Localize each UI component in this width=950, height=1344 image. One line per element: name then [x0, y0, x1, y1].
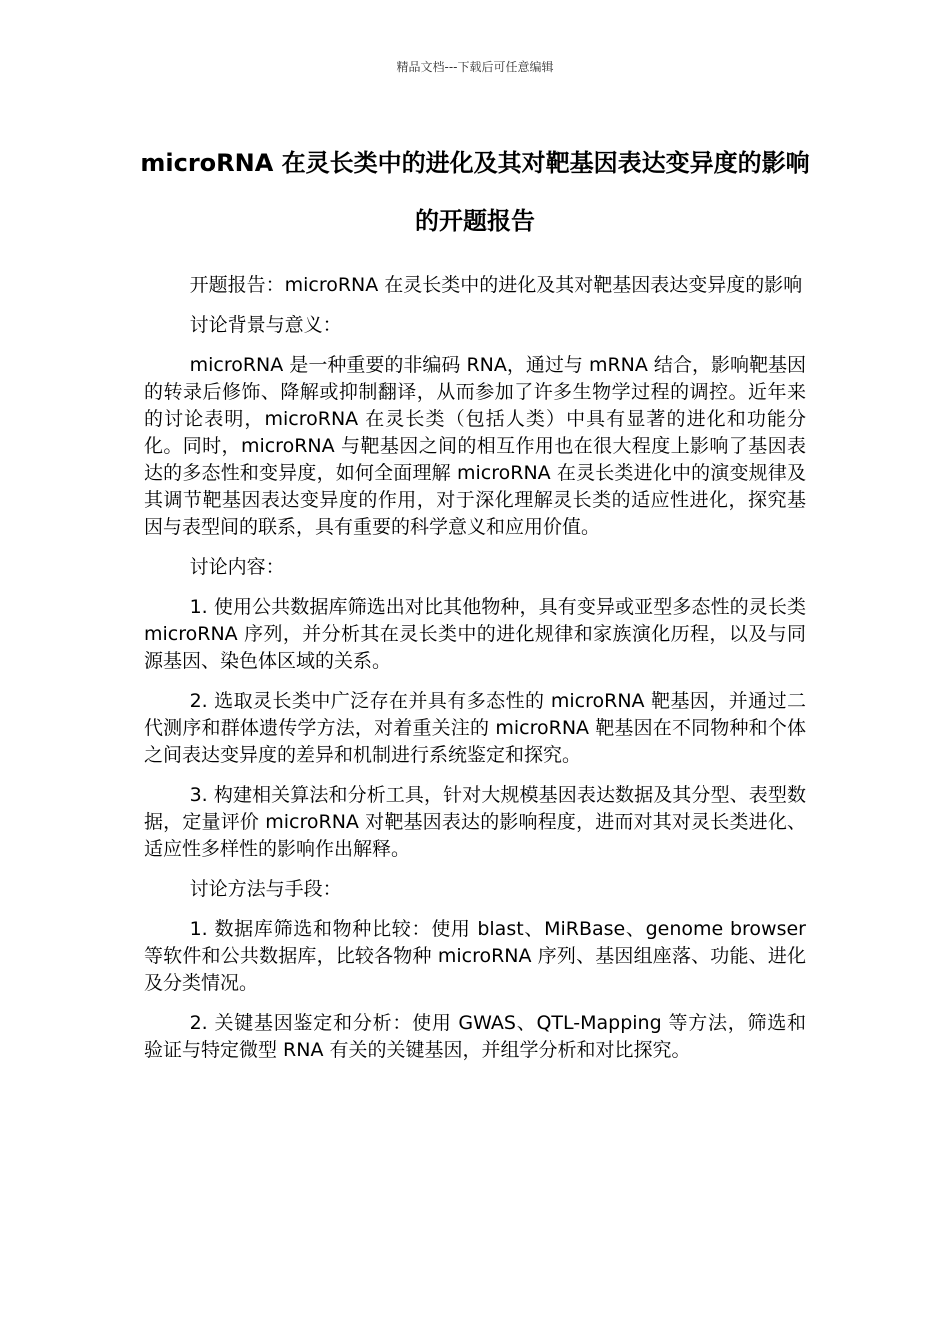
document-title: microRNA 在灵长类中的进化及其对靶基因表达变异度的影响的开题报告 [140, 149, 810, 235]
paragraph-report-topic: 开题报告：microRNA 在灵长类中的进化及其对靶基因表达变异度的影响 [189, 274, 803, 296]
section-heading-content: 讨论内容： [189, 556, 285, 578]
paragraph-content-item-2: 2. 选取灵长类中广泛存在并具有多态性的 microRNA 靶基因，并通过二代测序和群体遗传学方法，对着重关注的 microRNA 靶基因在不同物种和个体之间表达变异度的差异和机制进行系统鉴定和探究。 [144, 690, 806, 766]
paragraph-background: microRNA 是一种重要的非编码 RNA，通过与 mRNA 结合，影响靶基因的转录后修饰、降解或抑制翻译，从而参加了许多生物学过程的调控。近年来的讨论表明，microRNA 在灵长类（包括人类）中具有显著的进化和功能分化。同时，microRNA 与靶基因之间的相互作用也在很大程度上影响了基因表达的多态性和变异度，如何全面理解 microRNA 在灵长类进化中的演变规律及其调节靶基因表达变异度的作用，对于深化理解灵长类的适应性进化，探究基因与表型间的联系，具有重要的科学意义和应用价值。 [144, 354, 806, 538]
section-heading-background: 讨论背景与意义： [189, 314, 342, 336]
paragraph-content-item-1: 1. 使用公共数据库筛选出对比其他物种，具有变异或亚型多态性的灵长类 microRNA 序列，并分析其在灵长类中的进化规律和家族演化历程，以及与同源基因、染色体区域的关系。 [144, 596, 806, 672]
paragraph-content-item-3: 3. 构建相关算法和分析工具，针对大规模基因表达数据及其分型、表型数据，定量评价 microRNA 对靶基因表达的影响程度，进而对其对灵长类进化、适应性多样性的影响作出解释。 [144, 784, 806, 860]
section-heading-methods: 讨论方法与手段： [189, 878, 342, 900]
paragraph-method-item-1: 1. 数据库筛选和物种比较：使用 blast、MiRBase、genome browser 等软件和公共数据库，比较各物种 microRNA 序列、基因组座落、功能、进化及分类情况。 [144, 918, 806, 994]
paragraph-method-item-2: 2. 关键基因鉴定和分析：使用 GWAS、QTL-Mapping 等方法，筛选和验证与特定微型 RNA 有关的关键基因，并组学分析和对比探究。 [144, 1012, 806, 1061]
document-body [144, 272, 806, 1077]
page-header-note: 精品文档---下载后可任意编辑 [396, 60, 554, 74]
